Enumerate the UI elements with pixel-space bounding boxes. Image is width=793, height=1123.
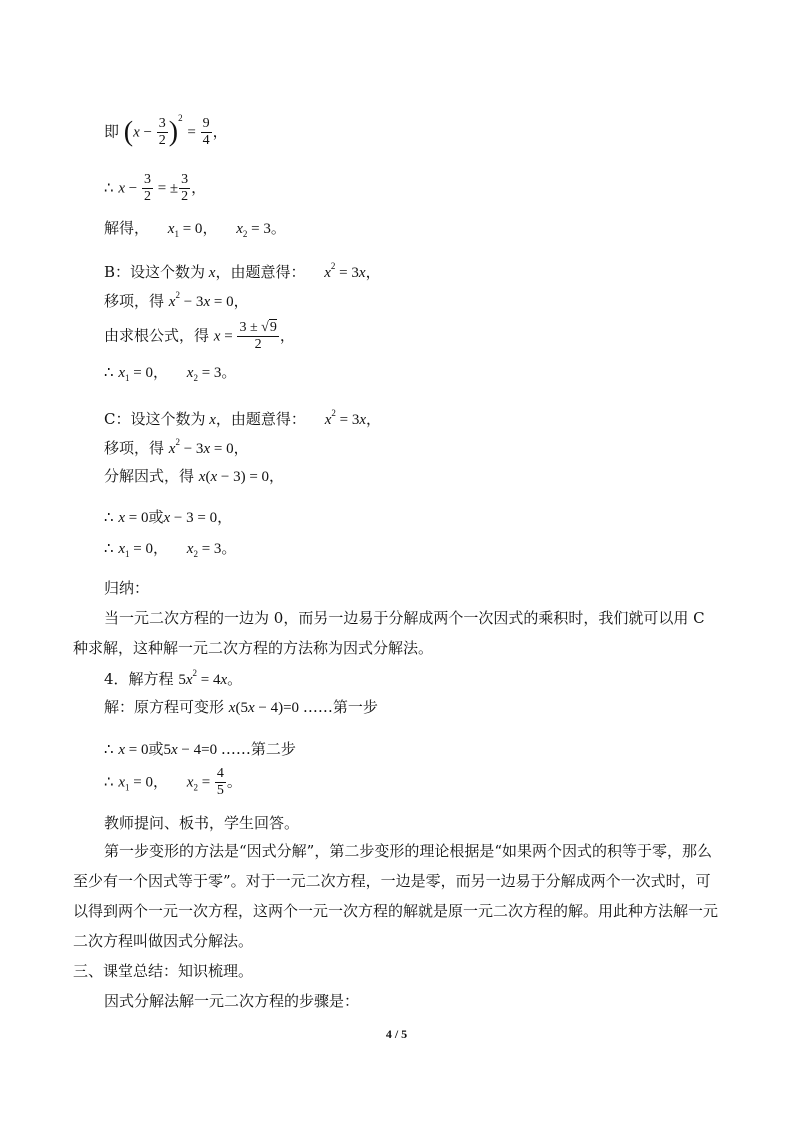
method-b-line-1: B：设这个数为 x，由题意得： $x^2 = 3x$， <box>104 261 381 281</box>
method-b-line-3: 由求根公式，得 x = $\frac{3 \pm √9}{2}$ ， <box>104 320 295 352</box>
page-number: 4 / 5 <box>385 1027 408 1041</box>
equation-line-2: ∴ x − $\frac{3}{2}$ = ± $\frac{3}{2}$ ， <box>104 172 207 204</box>
explanation-paragraph: 第一步变形的方法是“因式分解”，第二步变形的理论根据是“如果两个因式的积等于零，那么至少有一个因式等于零”。对于一元二次方程，一边是零，而另一边易于分解成两个一次式时，可以得到两个一元一次方程，这两个一元一次方程的解就是原一元二次方程的解。用此种方法解一元二次方程叫做因式分解法。 <box>73 842 719 950</box>
solution-line-a: 解得， $x_1 = 0$， $x_2 = 3$。 <box>104 219 286 239</box>
method-b-line-2: 移项，得 $x^2 - 3x = 0$， <box>104 290 249 310</box>
method-c-line-2: 移项，得 $x^2 - 3x = 0$， <box>104 437 249 457</box>
solution-step-3: ∴ $x_1 = 0$， $x_2$ = $\frac{4}{5}$ 。 <box>104 766 242 798</box>
method-c-line-5: ∴ $x_1 = 0$， $x_2 = 3$。 <box>104 541 237 559</box>
steps-intro: 因式分解法解一元二次方程的步骤是： <box>104 992 360 1010</box>
teacher-note: 教师提问、板书，学生回答。 <box>104 814 300 832</box>
summary-text: 当一元二次方程的一边为 0，而另一边易于分解成两个一次因式的乘积时，我们就可以用 C 种求解，这种解一元二次方程的方法称为因式分解法。 <box>73 609 705 657</box>
method-b-line-4: ∴ $x_1 = 0$， $x_2 = 3$。 <box>104 365 237 383</box>
summary-heading: 归纳： <box>104 579 150 597</box>
method-c-line-4: ∴ x = 0或x − 3 = 0， <box>104 508 233 526</box>
solution-step-2: ∴ x = 0或5x − 4=0 ……第二步 <box>104 740 296 758</box>
solution-step-1: 解：原方程可变形 x(5x − 4)=0 ……第一步 <box>104 698 378 716</box>
method-c-line-1: C：设这个数为 x，由题意得： $x^2 = 3x$， <box>104 408 382 428</box>
question-4: 4．解方程 $5x^2 = 4x$。 <box>104 668 243 688</box>
method-c-line-3: 分解因式，得 x(x − 3) = 0， <box>104 467 285 485</box>
equation-line-1: 即 (x − $\frac{3}{2}$ )$^2$ = $\frac{9}{4}$ ， <box>104 112 228 148</box>
lesson-summary-heading: 三、课堂总结：知识梳理。 <box>73 962 254 980</box>
